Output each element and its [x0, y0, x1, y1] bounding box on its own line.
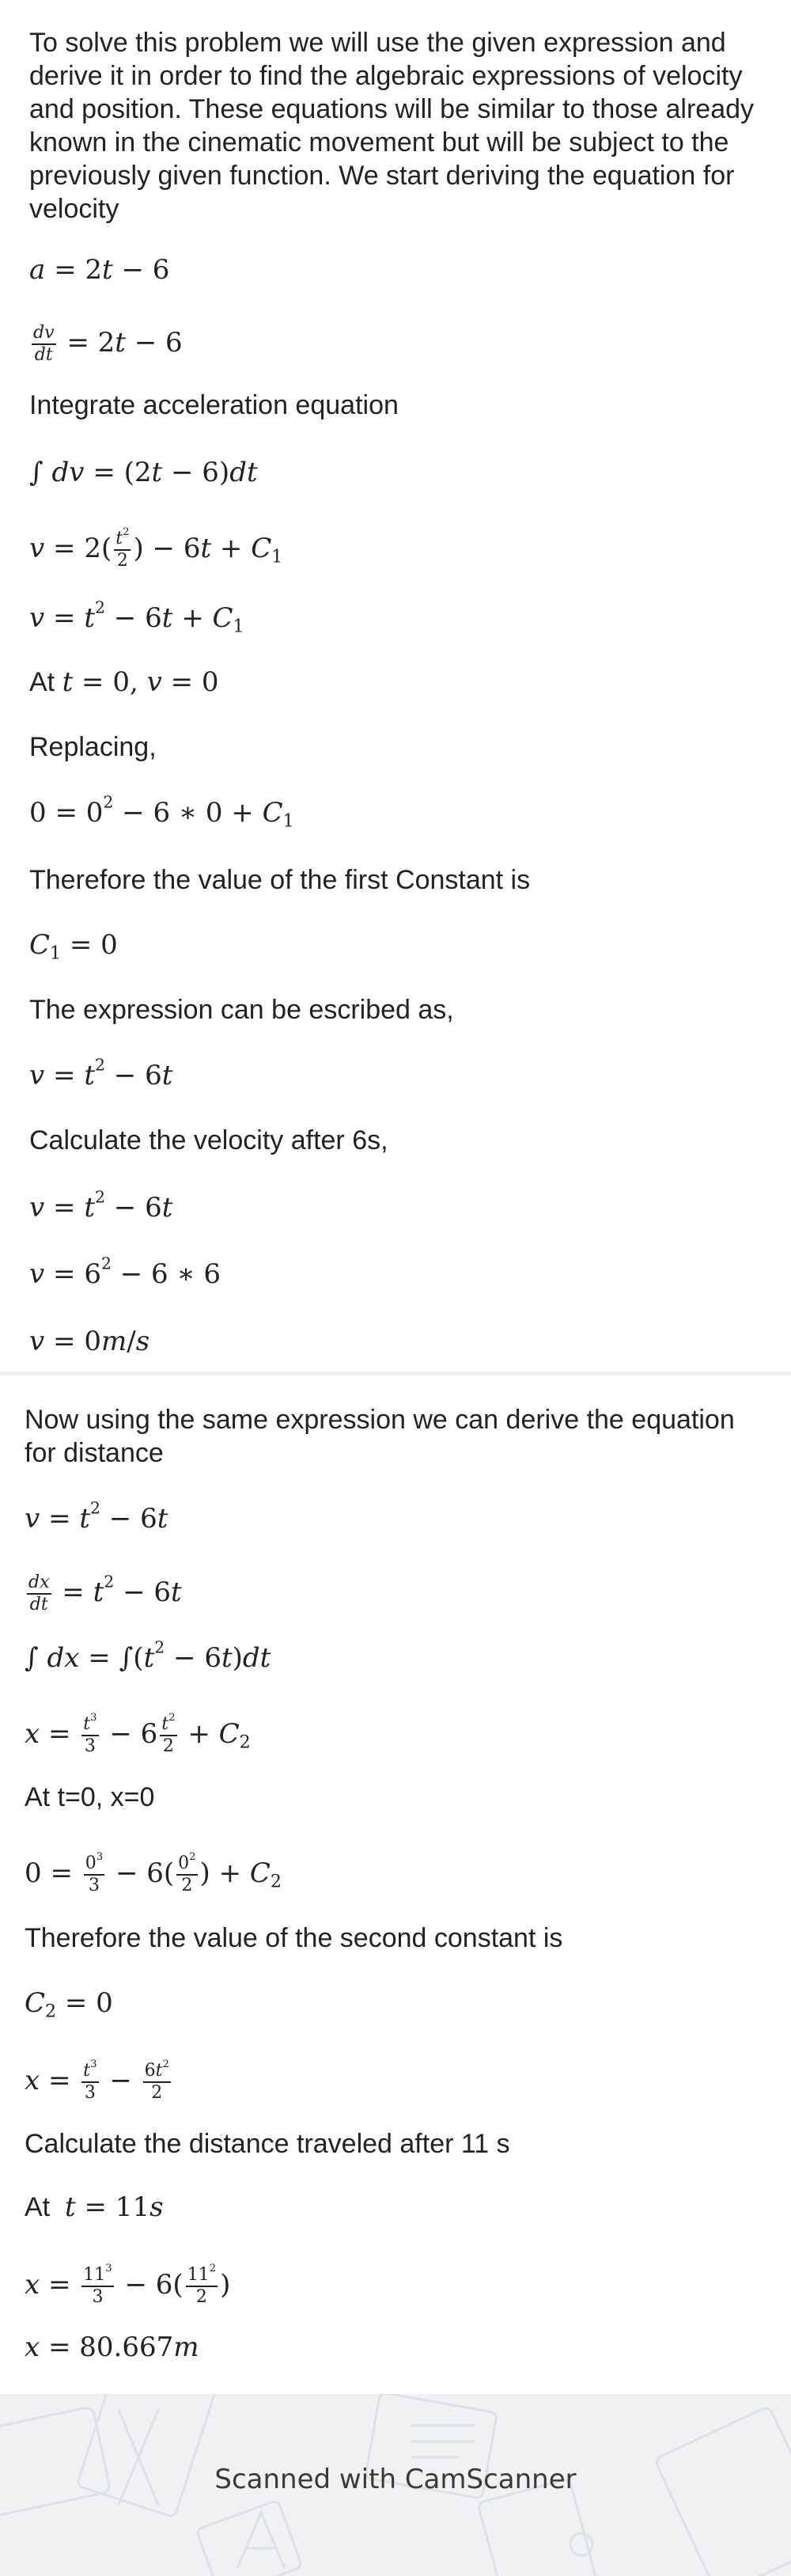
equation-c1: $C_1 = 0$ — [29, 929, 118, 964]
equation-v-repeat: $v = t^2 - 6t$ — [29, 1187, 173, 1224]
equation-v-integrated: v = 2( $\frac{t^2}{2}$ ) − $6t + C_1$ — [29, 525, 283, 571]
camscanner-label: Scanned with CamScanner — [214, 2464, 577, 2495]
second-constant-label: Therefore the value of the second constant is — [25, 1923, 563, 1953]
equation-integral-v: ∫ dv = (2t − 6)dt — [29, 457, 258, 488]
at-prefix: At — [25, 2192, 51, 2222]
equation-x-result: x = 80.667m — [25, 2331, 199, 2363]
first-constant-label: Therefore the value of the first Constant is — [29, 865, 531, 895]
equation-integral-x: ∫ dx = $\int(t^2 - 6t)dt$ — [25, 1637, 271, 1674]
equation-x-final: x = $\frac{t^3}{3}$ − $\frac{6t^2}{2}$ — [25, 2058, 169, 2103]
equation-v-final: $v = t^2 - 6t$ — [29, 1055, 173, 1091]
initial-condition-1: At t = 0, v = 0 — [29, 666, 219, 698]
equation-acceleration: a = 2t − 6 — [29, 254, 170, 286]
equation-v-part2: $v = t^2 - 6t$ — [25, 1498, 168, 1535]
replacing-label: Replacing, — [29, 732, 157, 762]
section-divider — [0, 1371, 791, 1375]
at-prefix: At — [29, 667, 55, 697]
equation-dx-dt: $\frac{dx}{dt}$ = $t^2 - 6t$ — [28, 1572, 182, 1614]
expression-label: The expression can be escribed as, — [29, 995, 454, 1025]
equation-v-result: v = 0m/s — [29, 1326, 150, 1357]
equation-c2: $C_2 = 0$ — [25, 1987, 113, 2022]
equation-replace-2: 0 = $\frac{0^3}{3}$ − 6( $\frac{0^2}{2}$ ) + $C_2$ — [25, 1850, 282, 1895]
integrate-label: Integrate acceleration equation — [29, 390, 399, 420]
initial-condition-2: At t=0, x=0 — [25, 1782, 155, 1812]
equation-dv-dt: $\frac{dv}{dt}$ = 2t − 6 — [33, 323, 183, 365]
equation-replace-1: $0 = 0^2 - 6$ ∗ $0 + C_1$ — [29, 792, 294, 832]
scanner-footer — [0, 2394, 791, 2576]
intro-paragraph: To solve this problem we will use the given expression and derive it in order to find the algebraic expressions of velocity and position. These equations will be similar to those already known in the cinematic movement but will be subject to the previously given function. We start deriving the equation for velocity — [29, 28, 755, 224]
equation-v-general: $v = t^2 - 6t + C_1$ — [29, 598, 244, 637]
equation-x-substitute: x = $\frac{11^3}{3}$ − 6( $\frac{11^2}{2}$ ) — [25, 2262, 231, 2307]
distance-label: Calculate the distance traveled after 11 s — [25, 2129, 510, 2159]
equation-v-substitute: $v = 6^2 - 6$ ∗ 6 — [29, 1254, 221, 1290]
part2-intro: Now using the same expression we can derive the equation for distance — [25, 1405, 735, 1468]
velocity-after-label: Calculate the velocity after 6s, — [29, 1125, 388, 1155]
equation-x-integrated: x = $\frac{t^3}{3}$ − 6 $\frac{t^2}{2}$ + $C_2$ — [25, 1711, 251, 1756]
time-condition: At t = 11s — [25, 2191, 164, 2223]
